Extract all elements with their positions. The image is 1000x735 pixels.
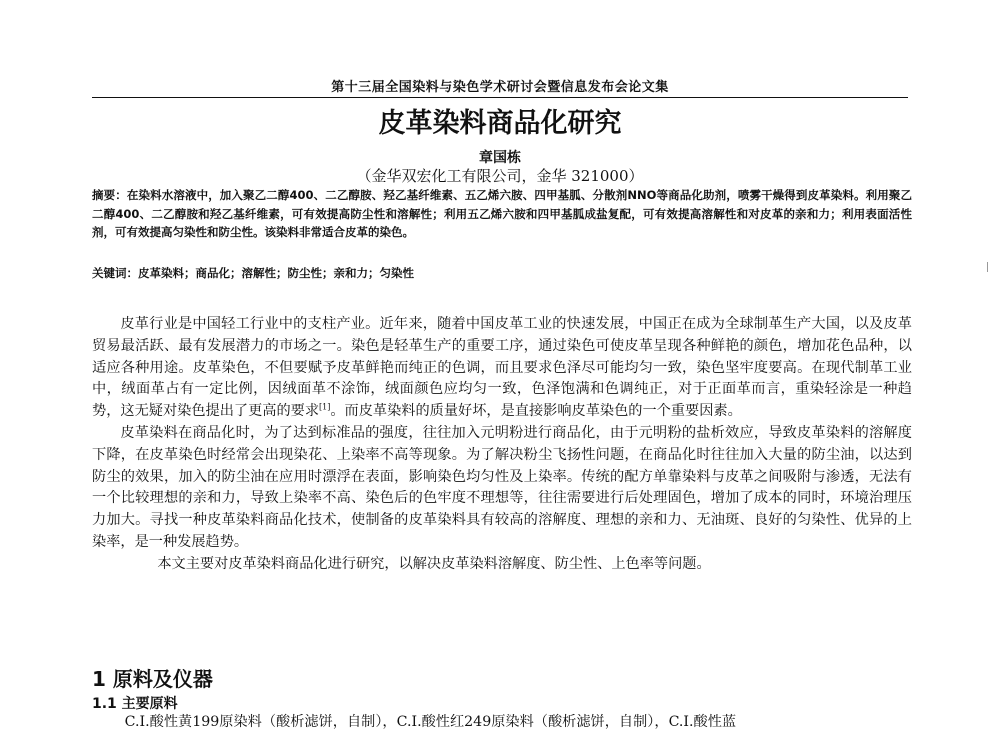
section-heading-1: 1 原料及仪器 <box>92 667 213 691</box>
subsection-heading-1-1: 1.1 主要原料 <box>92 696 178 712</box>
citation-ref: [1] <box>319 402 331 412</box>
paragraph-3: 本文主要对皮革染料商品化进行研究，以解决皮革染料溶解度、防尘性、上色率等问题。 <box>157 555 711 572</box>
running-head: 第十三届全国染料与染色学术研讨会暨信息发布会论文集 <box>331 80 669 95</box>
keywords: 关键词：皮革染料；商品化；溶解性；防尘性；亲和力；匀染性 <box>92 266 414 280</box>
header-rule <box>92 97 908 98</box>
body-text <box>92 314 912 576</box>
paragraph-1-text: 皮革行业是中国轻工行业中的支柱产业。近年来，随着中国皮革工业的快速发展，中国正在成为全球制革生产大国，以及皮革贸易最活跃、最有发展潜力的市场之一。染色是轻革生产的重要工序，通过染色可使皮革呈现各种鲜艳的颜色，增加花色品种，以适应各种用途。皮革染色，不但要赋予皮革鲜艳而纯正的色调，而且要求色泽尽可能均匀一致，染色坚牢度要高。在现代制革工业中，绒面革占有一定比例，因绒面革不涂饰，绒面颜色应均匀一致，色泽饱满和色调纯正，对于正面革而言，重染轻涂是一种趋势，这无疑对染色提出了更高的要求 <box>92 316 912 420</box>
author-name: 章国栋 <box>479 150 521 166</box>
paper-title: 皮革染料商品化研究 <box>378 108 622 139</box>
paragraph-1 <box>92 314 912 423</box>
paragraph-2: 皮革染料在商品化时，为了达到标准品的强度，往往加入元明粉进行商品化，由于元明粉的盐析效应，导致皮革染料的溶解度下降，在皮革染色时经常会出现染花、上染率不高等现象。为了解决粉尘飞扬性问题，在商品化时往往加入大量的防尘油，以达到防尘的效果，加入的防尘油在应用时漂浮在表面，影响染色均匀性及上染率。传统的配方单靠染料与皮革之间吸附与渗透，无法有一个比较理想的亲和力，导致上染率不高、染色后的色牢度不理想等，往往需要进行后处理固色，增加了成本的同时，环境治理压力加大。寻找一种皮革染料商品化技术，使制备的皮革染料具有较高的溶解度、理想的亲和力、无油斑、良好的匀染性、优异的上染率，是一种发展趋势。 <box>92 424 912 550</box>
materials-line: C.I.酸性黄199原染料（酸析滤饼，自制），C.I.酸性红249原染料（酸析滤饼，自制），C.I.酸性蓝 <box>124 714 737 730</box>
author-affiliation: （金华双宏化工有限公司，金华 321000） <box>356 167 644 185</box>
scan-edge-mark <box>987 262 988 272</box>
abstract: 摘要：在染料水溶液中，加入聚乙二醇400、二乙醇胺、羟乙基纤维素、五乙烯六胺、四甲基胍、分散剂NNO等商品化助剂，喷雾干燥得到皮革染料。利用聚乙二醇400、二乙醇胺和羟乙基纤维素，可有效提高防尘性和溶解性；利用五乙烯六胺和四甲基胍成盐复配，可有效提高溶解性和对皮革的亲和力；利用表面活性剂，可有效提高匀染性和防尘性。该染料非常适合皮革的染色。 <box>92 188 912 239</box>
paragraph-1-tail: 。而皮革染料的质量好坏，是直接影响皮革染色的一个重要因素。 <box>330 403 742 420</box>
